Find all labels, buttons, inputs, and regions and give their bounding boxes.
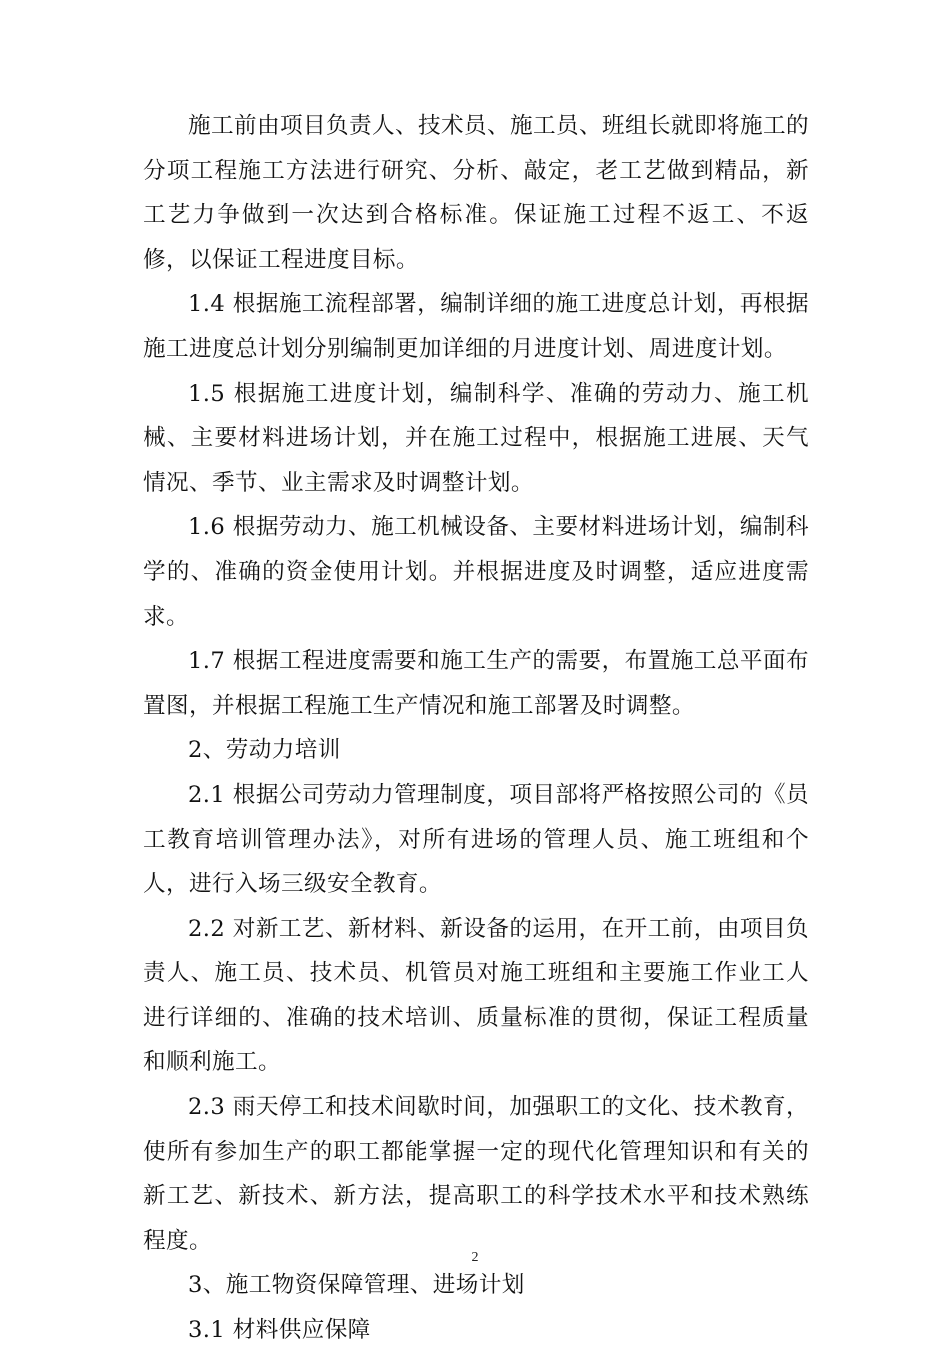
paragraph-1-5: 1.5 根据施工进度计划，编制科学、准确的劳动力、施工机械、主要材料进场计划，并在施工过程中，根据施工进展、天气情况、季节、业主需求及时调整计划。 xyxy=(143,380,809,496)
section-heading-materials: 3、施工物资保障管理、进场计划 xyxy=(188,1272,525,1299)
body-text xyxy=(143,104,809,1353)
paragraph-1-6: 1.6 根据劳动力、施工机械设备、主要材料进场计划，编制科学的、准确的资金使用计划。并根据进度及时调整，适应进度需求。 xyxy=(143,514,809,630)
section-heading-labor-training: 2、劳动力培训 xyxy=(188,737,341,764)
paragraph-1-7: 1.7 根据工程进度需要和施工生产的需要，布置施工总平面布置图，并根据工程施工生产情况和施工部署及时调整。 xyxy=(143,648,809,719)
paragraph-2-3: 2.3 雨天停工和技术间歇时间，加强职工的文化、技术教育，使所有参加生产的职工都能掌握一定的现代化管理知识和有关的新工艺、新技术、新方法，提高职工的科学技术水平和技术熟练程度。 xyxy=(143,1094,809,1254)
paragraph-construction-methods: 施工前由项目负责人、技术员、施工员、班组长就即将施工的分项工程施工方法进行研究、分析、敲定，老工艺做到精品，新工艺力争做到一次达到合格标准。保证施工过程不返工、不返修，以保证工程进度目标。 xyxy=(143,113,809,273)
subheading-3-1: 3.1 材料供应保障 xyxy=(188,1317,371,1344)
paragraph-1-4: 1.4 根据施工流程部署，编制详细的施工进度总计划，再根据施工进度总计划分别编制更加详细的月进度计划、周进度计划。 xyxy=(143,291,809,362)
paragraph-2-2: 2.2 对新工艺、新材料、新设备的运用，在开工前，由项目负责人、施工员、技术员、机管员对施工班组和主要施工作业工人进行详细的、准确的技术培训、质量标准的贯彻，保证工程质量和顺利施工。 xyxy=(143,915,809,1076)
page-number: 2 xyxy=(471,1250,479,1265)
paragraph-2-1: 2.1 根据公司劳动力管理制度，项目部将严格按照公司的《员工教育培训管理办法》，对所有进场的管理人员、施工班组和个人，进行入场三级安全教育。 xyxy=(143,781,809,898)
